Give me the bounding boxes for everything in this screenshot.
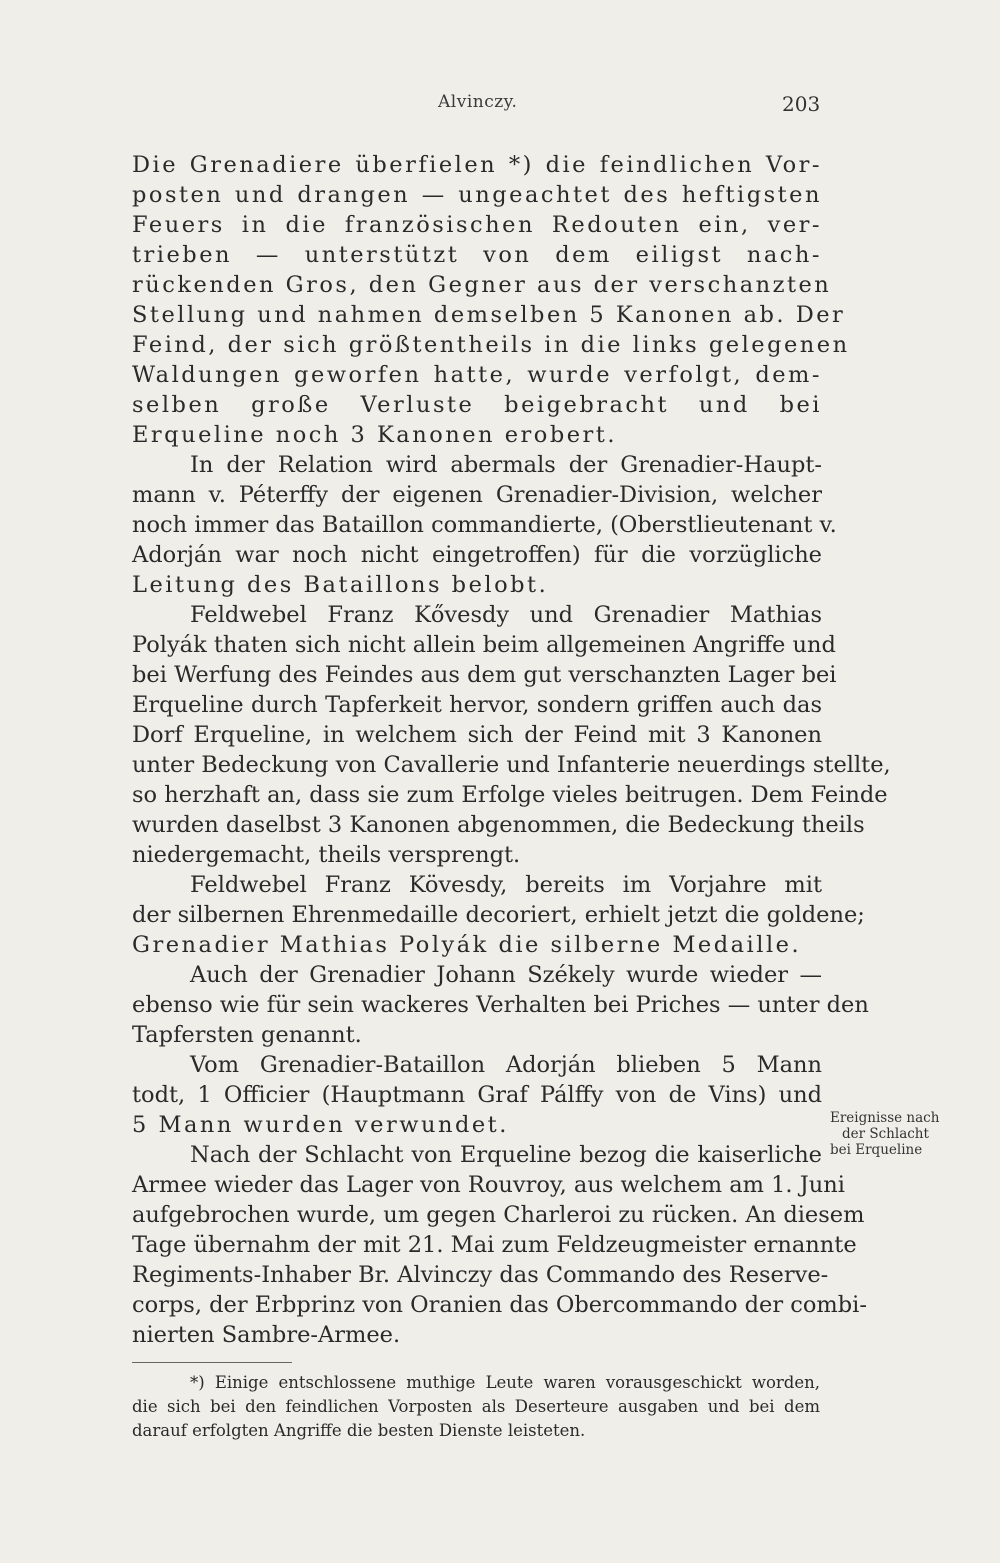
body-line: Polyák thaten sich nicht allein beim allgemeinen Angriffe und (132, 632, 836, 658)
body-line: Grenadier Mathias Polyák die silberne Medaille. (132, 932, 802, 958)
footnote-line: darauf erfolgten Angriffe die besten Dienste leisteten. (132, 1421, 586, 1440)
footnote-rule (132, 1362, 292, 1363)
body-line: Waldungen geworfen hatte, wurde verfolgt, dem- (132, 362, 822, 388)
body-line: aufgebrochen wurde, um gegen Charleroi zu rücken. An diesem (132, 1202, 865, 1228)
running-title: Alvinczy. (438, 92, 518, 112)
footnote-line: *) Einige entschlossene muthige Leute waren vorausgeschickt worden, (190, 1373, 820, 1392)
body-line: posten und drangen — ungeachtet des heftigsten (132, 182, 822, 208)
body-line: Auch der Grenadier Johann Székely wurde wieder — (190, 962, 822, 988)
body-line: Dorf Erqueline, in welchem sich der Feind mit 3 Kanonen (132, 722, 822, 748)
body-line: der silbernen Ehrenmedaille decoriert, erhielt jetzt die goldene; (132, 902, 865, 928)
body-line: Erqueline durch Tapferkeit hervor, sondern griffen auch das (132, 692, 822, 718)
body-line: unter Bedeckung von Cavallerie und Infanterie neuerdings stellte, (132, 752, 891, 778)
body-line: selben große Verluste beigebracht und bei (132, 392, 822, 418)
body-line: Tage übernahm der mit 21. Mai zum Feldzeugmeister ernannte (132, 1232, 857, 1258)
body-line: Feldwebel Franz Kővesdy und Grenadier Mathias (190, 602, 822, 628)
body-line: mann v. Péterffy der eigenen Grenadier-Division, welcher (132, 482, 822, 508)
margin-note-line: Ereignisse nach (830, 1110, 940, 1126)
body-line: todt, 1 Officier (Hauptmann Graf Pálffy von de Vins) und (132, 1082, 822, 1108)
body-line: rückenden Gros, den Gegner aus der verschanzten (132, 272, 832, 298)
body-line: Adorján war noch nicht eingetroffen) für die vorzügliche (132, 542, 822, 568)
body-line: Leitung des Bataillons belobt. (132, 572, 549, 598)
body-line: Armee wieder das Lager von Rouvroy, aus welchem am 1. Juni (132, 1172, 845, 1198)
body-line: corps, der Erbprinz von Oranien das Obercommando der combi- (132, 1292, 867, 1318)
body-line: nierten Sambre-Armee. (132, 1322, 401, 1348)
body-line: In der Relation wird abermals der Grenadier-Haupt- (190, 452, 822, 478)
body-line: Erqueline noch 3 Kanonen erobert. (132, 422, 617, 448)
footnote-line: die sich bei den feindlichen Vorposten als Deserteure ausgaben und bei dem (132, 1397, 820, 1416)
body-line: Feind, der sich größtentheils in die links gelegenen (132, 332, 850, 358)
body-line: so herzhaft an, dass sie zum Erfolge vieles beitrugen. Dem Feinde (132, 782, 888, 808)
body-line: Feldwebel Franz Kövesdy, bereits im Vorjahre mit (190, 872, 822, 898)
body-line: ebenso wie für sein wackeres Verhalten bei Priches — unter den (132, 992, 869, 1018)
margin-note (830, 1110, 955, 1158)
body-line: noch immer das Bataillon commandierte, (Oberstlieutenant v. (132, 512, 837, 538)
body-line: Vom Grenadier-Bataillon Adorján blieben 5 Mann (190, 1052, 822, 1078)
margin-note-line: bei Erqueline (830, 1142, 923, 1158)
margin-note-line: der Schlacht (842, 1126, 929, 1142)
body-line: niedergemacht, theils versprengt. (132, 842, 521, 868)
body-line: 5 Mann wurden verwundet. (132, 1112, 509, 1138)
body-line: wurden daselbst 3 Kanonen abgenommen, die Bedeckung theils (132, 812, 865, 838)
body-line: Die Grenadiere überfielen *) die feindlichen Vor- (132, 152, 822, 178)
body-line: bei Werfung des Feindes aus dem gut verschanzten Lager bei (132, 662, 837, 688)
body-line: Feuers in die französischen Redouten ein, ver- (132, 212, 822, 238)
body-line: Tapfersten genannt. (132, 1022, 362, 1048)
page-number: 203 (782, 92, 821, 116)
body-line: Regiments-Inhaber Br. Alvinczy das Commando des Reserve- (132, 1262, 829, 1288)
body-line: trieben — unterstützt von dem eiligst nach- (132, 242, 822, 268)
body-line: Stellung und nahmen demselben 5 Kanonen ab. Der (132, 302, 846, 328)
body-line: Nach der Schlacht von Erqueline bezog die kaiserliche (190, 1142, 822, 1168)
